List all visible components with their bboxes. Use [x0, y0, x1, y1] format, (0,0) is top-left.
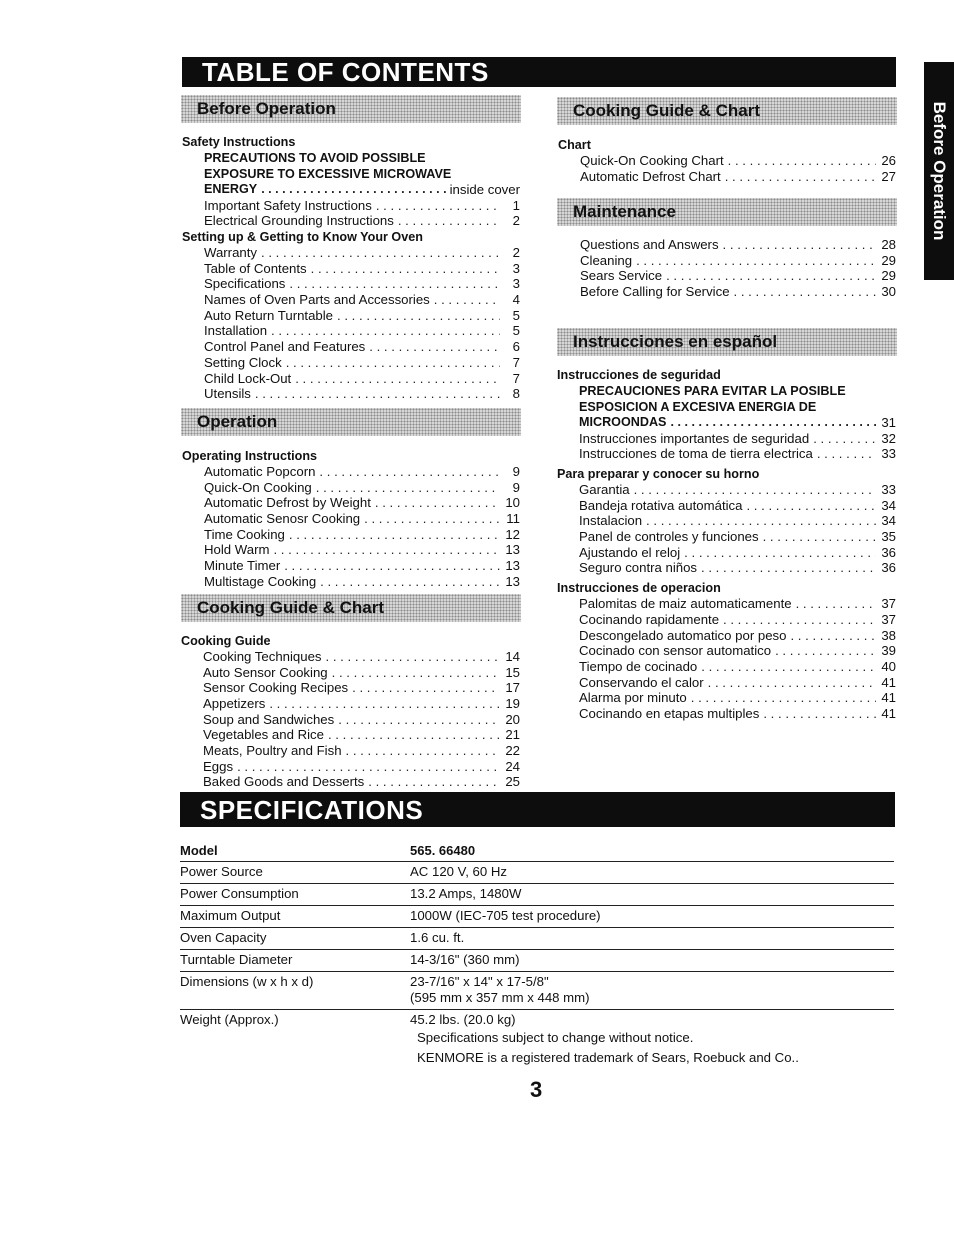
toc-entry[interactable]	[557, 431, 896, 447]
toc-entry-label: Vegetables and Rice	[203, 727, 324, 743]
section-heading-operation: Operation	[181, 408, 521, 436]
specifications-title: SPECIFICATIONS	[200, 794, 424, 825]
spec-key: Maximum Output	[180, 908, 281, 923]
toc-entry-label: Cocinando en etapas multiples	[579, 705, 760, 721]
dot-leader	[289, 527, 500, 543]
spec-model-value: 565. 66480	[410, 843, 476, 858]
toc-entry-label: Meats, Poultry and Fish	[203, 743, 342, 759]
section-heading-maintenance: Maintenance	[557, 198, 897, 226]
dot-leader	[725, 169, 876, 185]
dot-leader	[796, 596, 876, 612]
maintenance-list	[558, 237, 896, 300]
toc-entry-label: Cooking Techniques	[203, 648, 322, 664]
dot-leader	[701, 560, 876, 576]
toc-entry-page: 3	[512, 276, 520, 292]
toc-entry[interactable]	[181, 696, 520, 712]
toc-entry-label: Child Lock-Out	[204, 370, 292, 386]
toc-entry[interactable]	[557, 513, 896, 529]
spec-key: Dimensions (w x h x d)	[180, 974, 314, 989]
toc-entry[interactable]	[557, 706, 896, 722]
toc-entry-page: 30	[881, 284, 896, 300]
toc-entry[interactable]	[182, 276, 520, 292]
dot-leader	[337, 308, 500, 324]
toc-entry-page: 29	[881, 252, 896, 268]
spec-value: 1000W (IEC-705 test procedure)	[410, 908, 601, 923]
dot-leader	[434, 292, 500, 308]
toc-entry-label: Before Calling for Service	[580, 284, 730, 300]
spec-row	[180, 972, 894, 1010]
toc-entry[interactable]	[558, 237, 896, 253]
toc-entry-label: Installation	[204, 323, 268, 339]
group-label-preparar: Para preparar y conocer su horno	[557, 467, 760, 482]
spec-value: 45.2 lbs. (20.0 kg)	[410, 1012, 516, 1027]
toc-entry-page: 33	[881, 482, 896, 498]
toc-entry-label: Baked Goods and Desserts	[203, 774, 365, 790]
dot-leader	[326, 649, 500, 665]
toc-entry[interactable]	[181, 649, 520, 665]
dot-leader	[338, 712, 500, 728]
dot-leader	[273, 542, 500, 558]
spec-row	[180, 906, 894, 928]
spec-key: Power Source	[180, 864, 263, 879]
toc-entry-page: 9	[512, 479, 520, 495]
toc-entry[interactable]	[182, 464, 520, 480]
section-heading-cooking-chart: Cooking Guide & Chart	[557, 97, 897, 125]
toc-entry-page: 33	[881, 446, 896, 462]
dot-leader	[666, 268, 876, 284]
toc-entry-label: Automatic Senosr Cooking	[204, 511, 361, 527]
dot-leader	[311, 261, 500, 277]
toc-entry-label: Seguro contra niños	[579, 560, 698, 576]
spec-key: Weight (Approx.)	[180, 1012, 279, 1027]
spec-key: Power Consumption	[180, 886, 299, 901]
group-label-operacion: Instrucciones de operacion	[557, 581, 721, 596]
toc-entry[interactable]	[181, 775, 520, 791]
toc-entry-label: Cleaning	[580, 252, 633, 268]
dot-leader	[255, 386, 500, 402]
side-tab-label: Before Operation	[930, 101, 949, 241]
spec-key: Turntable Diameter	[180, 952, 293, 967]
toc-entry-label: Conservando el calor	[579, 674, 704, 690]
toc-entry-page: 24	[505, 758, 520, 774]
toc-entry-label: Cocinando rapidamente	[579, 611, 720, 627]
toc-entry-label: Names of Oven Parts and Accessories	[204, 292, 430, 308]
toc-entry-page: 34	[881, 497, 896, 513]
dot-leader	[320, 574, 500, 590]
dot-leader	[763, 706, 876, 722]
section-heading-cooking-guide: Cooking Guide & Chart	[181, 594, 521, 622]
dot-leader	[368, 774, 500, 790]
toc-entry-page: 4	[512, 292, 520, 308]
spec-key: Oven Capacity	[180, 930, 267, 945]
toc-entry[interactable]	[557, 446, 896, 462]
toc-entry-page: 25	[505, 774, 520, 790]
dot-leader	[316, 480, 500, 496]
toc-title-banner	[182, 57, 896, 87]
toc-entry-page: 41	[881, 690, 896, 706]
toc-entry-page: 11	[506, 511, 520, 527]
dot-leader	[646, 513, 876, 529]
toc-entry-page: 39	[881, 643, 896, 659]
toc-entry[interactable]	[182, 558, 520, 574]
dot-leader	[352, 680, 500, 696]
toc-entry-page: 26	[881, 152, 896, 168]
toc-entry-label: Specifications	[204, 276, 286, 292]
toc-entry[interactable]	[557, 545, 896, 561]
dot-leader	[746, 498, 876, 514]
toc-entry-page: 9	[512, 463, 520, 479]
toc-entry[interactable]	[557, 690, 896, 706]
toc-entry[interactable]	[182, 574, 520, 590]
toc-entry-page: 40	[881, 658, 896, 674]
toc-entry-page: 10	[505, 495, 520, 511]
toc-entry-page: 15	[505, 664, 520, 680]
toc-entry[interactable]	[182, 292, 520, 308]
dot-leader	[691, 690, 876, 706]
side-tab-before-operation	[924, 62, 954, 280]
spec-value: 13.2 Amps, 1480W	[410, 886, 522, 901]
toc-entry[interactable]	[558, 253, 896, 269]
spec-row	[180, 928, 894, 950]
toc-entry-label: Hold Warm	[204, 542, 270, 558]
toc-entry[interactable]	[558, 284, 896, 300]
spec-value: 23-7/16" x 14" x 17-5/8" (595 mm x 357 mm x 448 mm)	[410, 974, 590, 1005]
spec-row	[180, 884, 894, 906]
dot-leader	[286, 355, 500, 371]
toc-entry[interactable]	[182, 355, 520, 371]
toc-entry-label: Panel de controles y funciones	[579, 529, 759, 545]
toc-entry[interactable]	[182, 511, 520, 527]
toc-entry[interactable]	[182, 371, 520, 387]
toc-entry-page: 3	[512, 260, 520, 276]
group-label-operating: Operating Instructions	[182, 449, 318, 463]
section-heading-espanol: Instrucciones en español	[557, 328, 897, 356]
toc-entry-page: 35	[881, 529, 896, 545]
operation-list	[182, 448, 520, 590]
toc-entry-page: 32	[881, 430, 896, 446]
toc-entry-page: 28	[881, 236, 896, 252]
toc-entry-label: Automatic Defrost by Weight	[204, 495, 371, 511]
toc-entry-label: Table of Contents	[204, 260, 307, 276]
group-label-chart: Chart	[558, 138, 591, 152]
toc-entry[interactable]	[557, 498, 896, 514]
toc-entry-page: 13	[505, 542, 520, 558]
toc-entry-page: 7	[512, 370, 520, 386]
toc-entry[interactable]	[557, 643, 896, 659]
toc-entry[interactable]	[182, 213, 520, 229]
toc-entry-label: Soup and Sandwiches	[203, 711, 335, 727]
toc-entry-page: 14	[505, 648, 520, 664]
espanol-list	[557, 367, 896, 722]
dot-leader	[723, 612, 876, 628]
spec-row	[180, 862, 894, 884]
spec-value: 1.6 cu. ft.	[410, 930, 465, 945]
spec-note: Specifications subject to change without notice.	[417, 1030, 694, 1045]
toc-entry-label: Auto Return Turntable	[204, 307, 334, 323]
dot-leader	[284, 558, 500, 574]
specifications-banner	[180, 792, 895, 827]
group-label-cooking-guide: Cooking Guide	[181, 634, 271, 648]
toc-entry[interactable]	[558, 268, 896, 284]
toc-entry-label: Automatic Defrost Chart	[580, 168, 721, 184]
toc-entry-label: Sears Service	[580, 268, 663, 284]
toc-entry-label: Instrucciones importantes de seguridad	[579, 430, 810, 446]
toc-entry-page: 37	[881, 611, 896, 627]
toc-entry-page: 17	[505, 680, 520, 696]
toc-entry-page: 21	[505, 727, 520, 743]
toc-entry[interactable]	[182, 527, 520, 543]
toc-entry-label: Electrical Grounding Instructions	[204, 213, 394, 229]
spec-value: AC 120 V, 60 Hz	[410, 864, 508, 879]
dot-leader	[319, 464, 500, 480]
toc-entry-page: 36	[881, 560, 896, 576]
toc-entry[interactable]	[182, 198, 520, 214]
toc-entry-page: 1	[512, 197, 520, 213]
dot-leader	[295, 371, 500, 387]
toc-entry-page: 37	[881, 596, 896, 612]
before-operation-list	[182, 134, 520, 402]
toc-entry[interactable]	[557, 675, 896, 691]
toc-entry[interactable]	[182, 339, 520, 355]
dot-leader	[375, 495, 500, 511]
dot-leader	[734, 284, 876, 300]
toc-entry[interactable]	[557, 482, 896, 498]
spec-header-row	[180, 840, 894, 862]
dot-leader	[634, 482, 876, 498]
toc-entry-label: Time Cooking	[204, 526, 285, 542]
toc-entry-label: Tiempo de cocinado	[579, 658, 698, 674]
toc-entry[interactable]	[557, 612, 896, 628]
toc-entry-label: Descongelado automatico por peso	[579, 627, 787, 643]
toc-entry-page: 7	[512, 354, 520, 370]
spec-notes	[417, 1028, 799, 1067]
toc-entry[interactable]	[182, 261, 520, 277]
toc-entry-label: Bandeja rotativa automática	[579, 497, 743, 513]
toc-entry-page: 36	[881, 544, 896, 560]
spec-model-label: Model	[180, 843, 218, 858]
dot-leader	[817, 446, 876, 462]
toc-entry-label: Instalacion	[579, 513, 643, 529]
dot-leader	[364, 511, 500, 527]
toc-entry-page: 41	[881, 705, 896, 721]
specifications-table	[180, 840, 894, 1031]
dot-leader	[376, 198, 500, 214]
toc-entry-page: 5	[512, 307, 520, 323]
dot-leader	[369, 339, 500, 355]
toc-entry-label: Automatic Popcorn	[204, 463, 316, 479]
toc-entry-page: 8	[512, 386, 520, 402]
toc-entry[interactable]	[182, 308, 520, 324]
toc-entry-label: Cocinado con sensor automatico	[579, 643, 772, 659]
toc-entry-label: Garantia	[579, 482, 630, 498]
toc-entry-label: Multistage Cooking	[204, 573, 317, 589]
dot-leader	[636, 253, 876, 269]
dot-leader	[723, 237, 876, 253]
toc-entry[interactable]	[182, 245, 520, 261]
dot-leader	[271, 323, 500, 339]
toc-entry-label: Eggs	[203, 758, 234, 774]
toc-entry-label: Palomitas de maiz automaticamente	[579, 596, 792, 612]
toc-entry-label: Quick-On Cooking Chart	[580, 152, 724, 168]
toc-entry-page: 6	[512, 339, 520, 355]
toc-entry-label: Auto Sensor Cooking	[203, 664, 328, 680]
spec-value: 14-3/16" (360 mm)	[410, 952, 520, 967]
toc-entry[interactable]	[558, 169, 896, 185]
dot-leader	[775, 643, 876, 659]
toc-entry[interactable]	[557, 529, 896, 545]
toc-entry-label: Alarma por minuto	[579, 690, 687, 706]
toc-entry[interactable]	[181, 759, 520, 775]
toc-entry-page: 41	[881, 674, 896, 690]
group-label-setting: Setting up & Getting to Know Your Oven	[182, 230, 423, 245]
toc-entry-label: Setting Clock	[204, 354, 282, 370]
toc-entry-page: 27	[881, 168, 896, 184]
toc-entry[interactable]	[181, 727, 520, 743]
dot-leader	[684, 545, 876, 561]
toc-entry[interactable]	[181, 680, 520, 696]
page-number: 3	[530, 1077, 543, 1102]
group-label-seguridad: Instrucciones de seguridad	[557, 368, 721, 382]
spec-note: KENMORE is a registered trademark of Sears, Roebuck and Co..	[417, 1049, 799, 1065]
toc-entry-label: Quick-On Cooking	[204, 479, 312, 495]
toc-entry-label: Important Safety Instructions	[204, 197, 372, 213]
toc-entry-page: 34	[881, 513, 896, 529]
dot-leader	[708, 675, 876, 691]
toc-entry-page: 29	[881, 268, 896, 284]
toc-entry-page: 2	[512, 213, 520, 229]
toc-entry-page: 12	[505, 526, 520, 542]
chart-list	[558, 137, 896, 184]
toc-entry-page: 19	[505, 696, 520, 712]
toc-entry[interactable]: ENERGY . . . inside cover	[182, 182, 520, 198]
toc-entry[interactable]	[182, 324, 520, 340]
toc-entry[interactable]	[182, 480, 520, 496]
toc-entry-page: 22	[505, 743, 520, 759]
dot-leader	[289, 276, 500, 292]
toc-entry-label: Warranty	[204, 245, 258, 261]
toc-entry-page: 13	[505, 573, 520, 589]
dot-leader	[813, 431, 876, 447]
toc-entry-label: Sensor Cooking Recipes	[203, 680, 349, 696]
dot-leader	[701, 659, 876, 675]
dot-leader	[398, 213, 500, 229]
toc-title: TABLE OF CONTENTS	[202, 57, 489, 87]
toc-entry-label: Utensils	[204, 386, 251, 402]
toc-entry[interactable]	[181, 712, 520, 728]
toc-entry-page: 2	[512, 245, 520, 261]
cooking-guide-list	[181, 633, 520, 790]
dot-leader	[237, 759, 500, 775]
toc-entry[interactable]	[557, 628, 896, 644]
precauciones-heading: PRECAUCIONES PARA EVITAR LA POSIBLE ESPOSICION A EXCESIVA ENERGIA DE	[579, 384, 846, 414]
toc-entry-page: 38	[881, 627, 896, 643]
toc-entry[interactable]: MICROONDAS . . . 31	[557, 415, 896, 431]
toc-entry-page: 20	[505, 711, 520, 727]
spec-row	[180, 950, 894, 972]
toc-entry[interactable]	[557, 596, 896, 612]
toc-entry-label: Minute Timer	[204, 558, 281, 574]
toc-entry[interactable]	[557, 659, 896, 675]
dot-leader	[728, 153, 876, 169]
dot-leader	[261, 245, 500, 261]
group-label-safety: Safety Instructions	[182, 135, 296, 149]
toc-entry-label: Ajustando el reloj	[579, 544, 681, 560]
toc-entry-page: 13	[505, 558, 520, 574]
dot-leader	[346, 743, 500, 759]
toc-entry-label: Questions and Answers	[580, 236, 719, 252]
toc-entry-page: 5	[512, 323, 520, 339]
toc-entry-label: Instrucciones de toma de tierra electrica	[579, 446, 813, 462]
dot-leader	[763, 529, 876, 545]
toc-entry-label: Control Panel and Features	[204, 339, 366, 355]
toc-entry[interactable]	[557, 561, 896, 577]
dot-leader	[328, 727, 500, 743]
section-heading-before-operation: Before Operation	[181, 95, 521, 123]
dot-leader	[269, 696, 500, 712]
toc-entry[interactable]	[182, 495, 520, 511]
toc-entry[interactable]	[181, 743, 520, 759]
toc-entry[interactable]	[182, 542, 520, 558]
precautions-heading: PRECAUTIONS TO AVOID POSSIBLE EXPOSURE TO EXCESSIVE MICROWAVE	[204, 151, 452, 181]
toc-entry-label: Appetizers	[203, 696, 266, 712]
toc-entry[interactable]	[182, 386, 520, 402]
dot-leader	[332, 665, 500, 681]
toc-entry[interactable]	[181, 665, 520, 681]
dot-leader	[790, 628, 876, 644]
toc-entry[interactable]	[558, 153, 896, 169]
